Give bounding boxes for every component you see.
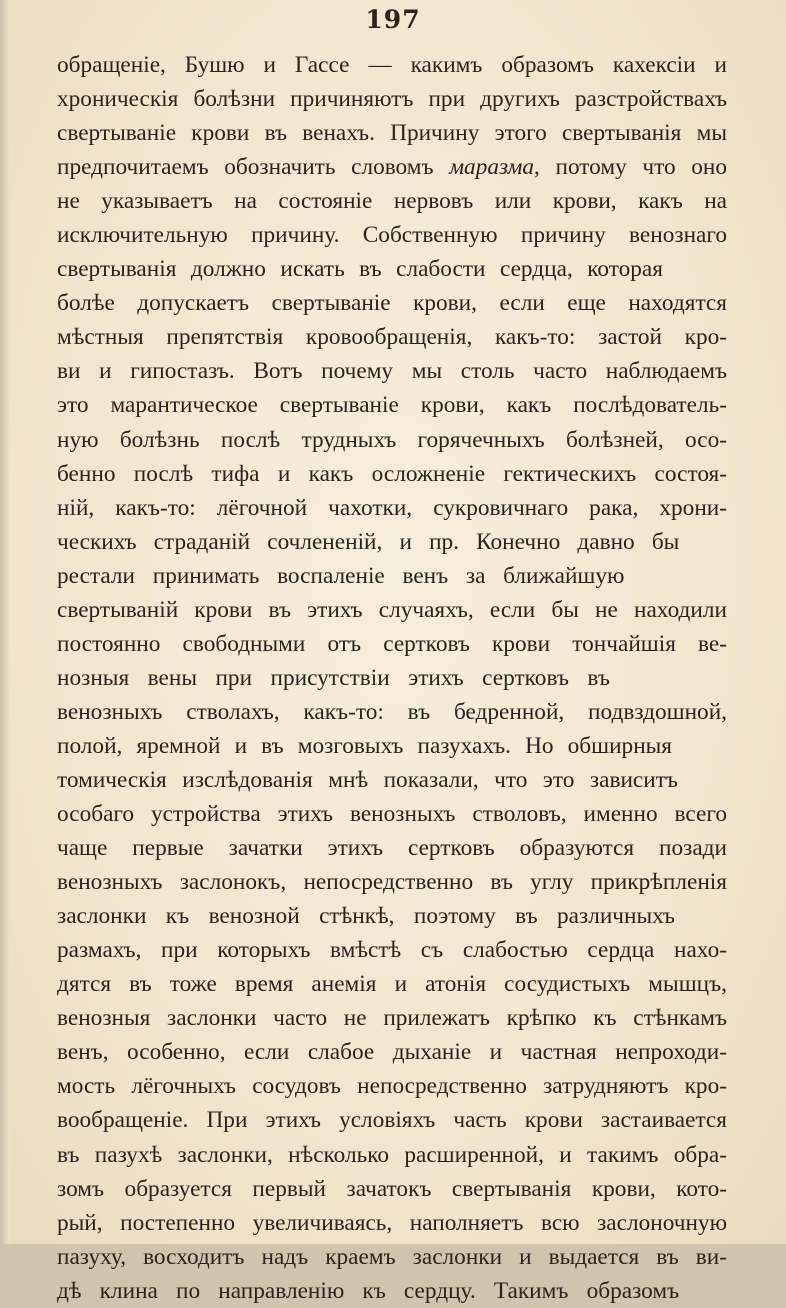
text-line [57, 729, 727, 763]
text-line [57, 525, 727, 559]
text-line [57, 1103, 727, 1137]
text-line [57, 797, 727, 831]
text-line [57, 252, 727, 286]
text-line [57, 1035, 727, 1069]
text-segment: венозныхъ заслонокъ, непосредственно въ углу прикрѣпленія [57, 869, 727, 896]
text-segment: заслонки къ венозной стѣнкѣ, поэтому въ различныхъ [57, 903, 675, 930]
text-line [57, 491, 727, 525]
text-line [57, 116, 727, 150]
text-segment: въ пазухѣ заслонки, нѣсколько расширенной, и такимъ обра- [57, 1141, 727, 1168]
text-segment: предпочитаемъ обозначить словомъ [57, 154, 450, 181]
text-segment: вообращеніе. При этихъ условіяхъ часть крови застаивается [57, 1107, 727, 1134]
text-segment: болѣе допускаетъ свертываніе крови, если еще находятся [57, 290, 727, 317]
text-segment: обращеніе, Бушю и Гассе — какимъ образомъ кахексіи и [57, 52, 727, 78]
body-text [57, 48, 727, 1308]
text-segment: ческихъ страданій сочлененій, и пр. Конечно давно бы [57, 528, 680, 555]
text-segment: мость лёгочныхъ сосудовъ непосредственно затрудняютъ кро- [57, 1073, 727, 1100]
page-number: 197 [365, 5, 421, 34]
text-line [57, 1138, 727, 1172]
text-segment: особаго устройства этихъ венозныхъ стволовъ, именно всего [57, 801, 727, 828]
text-line [57, 48, 727, 82]
text-segment: рестали принимать воспаленіе венъ за ближайшую [57, 562, 625, 589]
text-segment: венъ, особенно, если слабое дыханіе и частная непроходи- [57, 1039, 727, 1066]
text-line [57, 388, 727, 422]
text-line [57, 286, 727, 320]
text-segment: хроническія болѣзни причиняютъ при другихъ разстройствахъ [57, 86, 727, 113]
text-segment: бенно послѣ тифа и какъ осложненіе гектическихъ состоя- [57, 460, 727, 487]
text-segment: свертыванія должно искать въ слабости сердца, которая [57, 256, 663, 283]
text-line [57, 1240, 727, 1274]
text-line [57, 1206, 727, 1240]
text-segment: исключительную причину. Собственную причину венознаго [57, 222, 727, 249]
text-segment: , потому что оно [534, 154, 727, 181]
text-segment: ній, какъ-то: лёгочной чахотки, сукровичнаго рака, хрони- [57, 494, 727, 521]
text-segment: венозныя заслонки часто не прилежатъ крѣпко къ стѣнкамъ [57, 1005, 727, 1032]
text-line [57, 661, 727, 695]
text-line [57, 967, 727, 1001]
text-line [57, 82, 727, 116]
text-line [57, 1069, 727, 1103]
text-line [57, 933, 727, 967]
text-line [57, 1001, 727, 1035]
text-line [57, 1172, 727, 1206]
text-line [57, 354, 727, 388]
text-segment: не указываетъ на состояніе нервовъ или крови, какъ на [57, 188, 727, 215]
text-segment: чаще первые зачатки этихъ сертковъ образуются позади [57, 835, 727, 862]
text-segment: дѣ клина по направленію къ сердцу. Такимъ образомъ [57, 1277, 680, 1304]
text-segment: пазуху, восходитъ надъ краемъ заслонки и выдается въ ви- [57, 1243, 727, 1270]
text-segment: это марантическое свертываніе крови, какъ послѣдователь- [57, 392, 727, 419]
text-segment: томическія изслѣдованія мнѣ показали, что это зависитъ [57, 766, 678, 793]
text-line [57, 218, 727, 252]
text-line [57, 423, 727, 457]
text-line [57, 627, 727, 661]
text-segment: дятся въ тоже время анемія и атонія сосудистыхъ мышцъ, [57, 971, 727, 998]
text-segment: ви и гипостазъ. Вотъ почему мы столь часто наблюдаемъ [57, 358, 727, 385]
text-line [57, 695, 727, 729]
text-line [57, 763, 727, 797]
text-line [57, 457, 727, 491]
text-segment: свертываніе крови въ венахъ. Причину этого свертыванія мы [57, 120, 727, 147]
text-segment: постоянно свободными отъ сертковъ крови тончайшія ве- [57, 630, 727, 657]
text-segment: мѣстныя препятствія кровообращенія, какъ-то: застой кро- [57, 324, 727, 351]
text-segment: размахъ, при которыхъ вмѣстѣ съ слабостью сердца нахо- [57, 937, 727, 964]
text-segment: ную болѣзнь послѣ трудныхъ горячечныхъ болѣзней, осо- [57, 426, 727, 453]
text-line [57, 1274, 727, 1308]
text-line [57, 559, 727, 593]
text-line [57, 831, 727, 865]
text-segment: рый, постепенно увеличиваясь, наполняетъ всю заслоночную [57, 1209, 727, 1236]
text-segment: свертываній крови въ этихъ случаяхъ, если бы не находили [57, 596, 727, 623]
text-line [57, 865, 727, 899]
text-segment: полой, яремной и въ мозговыхъ пазухахъ. Но обширныя [57, 732, 673, 759]
text-segment: нозныя вены при присутствіи этихъ сертковъ въ [57, 664, 610, 691]
text-line [57, 899, 727, 933]
italic-term: маразма [449, 154, 535, 181]
text-line [57, 184, 727, 218]
text-line [57, 320, 727, 354]
text-line [57, 150, 727, 184]
text-segment: зомъ образуется первый зачатокъ свертыванія крови, кото- [57, 1175, 727, 1202]
text-line [57, 593, 727, 627]
text-segment: венозныхъ стволахъ, какъ-то: въ бедренной, подвздошной, [57, 698, 727, 725]
page-edge-shadow [0, 0, 10, 1244]
